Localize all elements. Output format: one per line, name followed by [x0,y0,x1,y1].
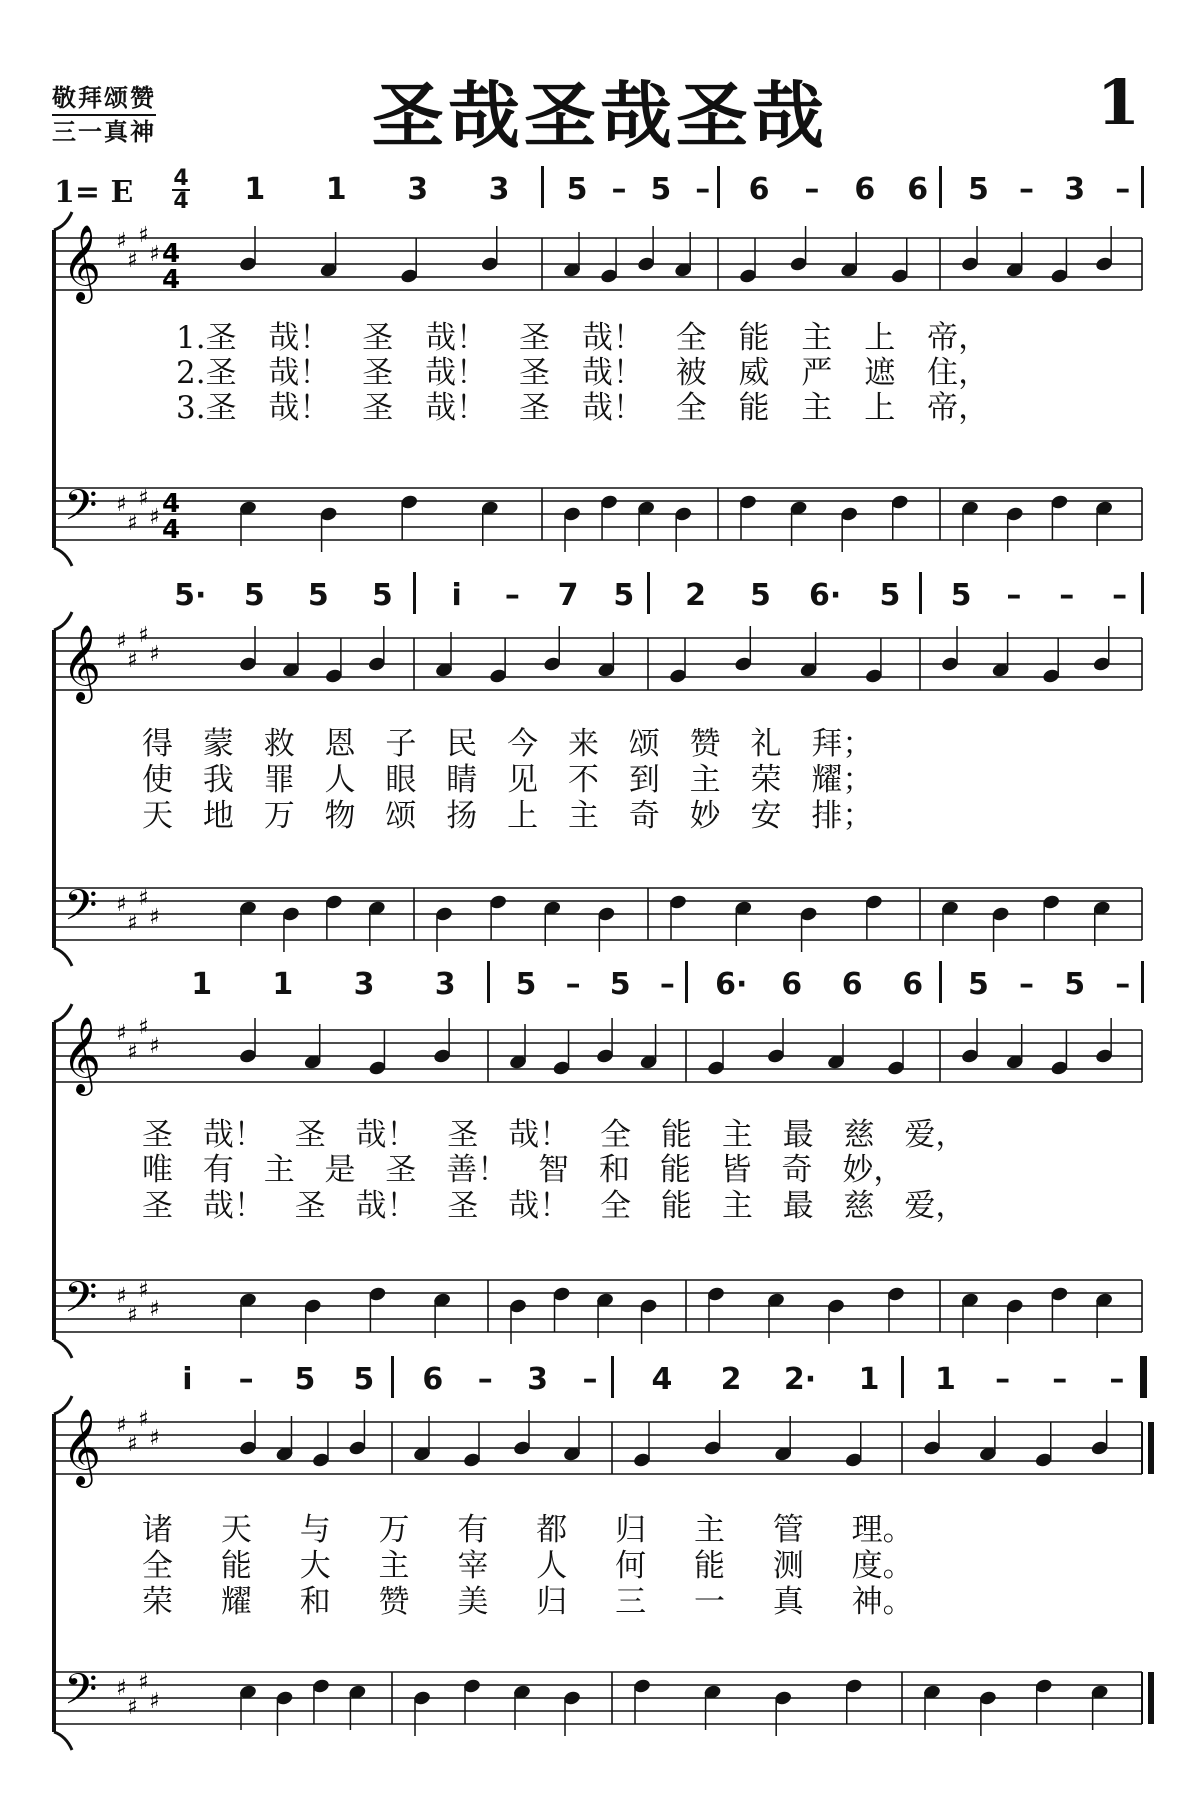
jianpu-note: 6 [841,967,863,1002]
jianpu-note: – [659,967,675,1002]
lyric-line: 诸 天 与 万 有 都 归 主 管 理。 [142,1512,914,1548]
jianpu-barline [611,1356,614,1398]
sharp-icon: ♯ [138,486,149,511]
jianpu-barline [939,166,942,208]
jianpu-note: 5 [1064,967,1086,1002]
jianpu-note: 1 [325,172,347,207]
jianpu-note: 2 [685,578,707,613]
jianpu-note: 5 [307,578,329,613]
jianpu-note: 5 [749,578,771,613]
sharp-icon: ♯ [138,223,149,248]
bass-clef-icon: 𝄢 [64,1665,98,1725]
sharp-icon: ♯ [127,511,138,536]
sharp-icon: ♯ [116,1413,127,1438]
lyric-line: 唯 有 主 是 圣 善！ 智 和 能 皆 奇 妙， [142,1152,905,1188]
jianpu-note: 3 [407,172,429,207]
lyric-line: 2.圣 哉！ 圣 哉！ 圣 哉！ 被 威 严 遮 住， [176,355,990,391]
sharp-icon: ♯ [149,242,160,267]
jianpu-note: – [504,578,520,613]
lyric-line: 得 蒙 救 恩 子 民 今 来 颂 赞 礼 拜； [142,726,874,762]
sharp-icon: ♯ [149,1689,160,1714]
jianpu-note: 5 [243,578,265,613]
jianpu-note: 5 [879,578,901,613]
final-barline [1148,1672,1154,1724]
jianpu-barline [1141,166,1144,208]
treble-clef-icon: 𝄞 [62,1016,102,1093]
jianpu-note: 3 [488,172,510,207]
sharp-icon: ♯ [127,911,138,936]
jianpu-note: 5 [353,1362,375,1397]
jianpu-barline [717,166,720,208]
lyric-line: 荣 耀 和 赞 美 归 三 一 真 神。 [142,1584,914,1620]
sharp-icon: ♯ [138,623,149,648]
jianpu-note: – [1006,578,1022,613]
lyric-line: 1.圣 哉！ 圣 哉！ 圣 哉！ 全 能 主 上 帝， [176,320,990,356]
jianpu-note: 5 [515,967,537,1002]
jianpu-barline [647,572,650,614]
jianpu-barline [1141,572,1144,614]
jianpu-note: 6· [809,578,842,613]
jianpu-note: – [1109,1362,1125,1397]
jianpu-note: – [1019,172,1035,207]
sharp-icon: ♯ [116,1284,127,1309]
final-barline [1148,1422,1154,1474]
jianpu-note: 6 [748,172,770,207]
sharp-icon: ♯ [116,229,127,254]
jianpu-barline [919,572,922,614]
jianpu-note: 2 [720,1362,742,1397]
jianpu-barline [1140,1356,1147,1398]
jianpu-note: – [582,1362,598,1397]
sharp-icon: ♯ [127,648,138,673]
sharp-icon: ♯ [116,1676,127,1701]
jianpu-note: 3 [527,1362,548,1397]
treble-clef-icon: 𝄞 [62,624,102,701]
lyric-line: 圣 哉！ 圣 哉！ 圣 哉！ 全 能 主 最 慈 爱， [142,1117,967,1153]
jianpu-barline [413,572,416,614]
jianpu-note: – [1052,1362,1068,1397]
hymn-number: 1 [1096,66,1140,139]
jianpu-note: 1 [858,1362,880,1397]
bass-clef-icon: 𝄢 [64,881,98,941]
jianpu-note: 4 [651,1362,673,1397]
jianpu-barline [391,1356,394,1398]
jianpu-note: – [1115,967,1131,1002]
sharp-icon: ♯ [116,892,127,917]
bass-clef-icon: 𝄢 [64,1273,98,1333]
lyric-line: 使 我 罪 人 眼 睛 见 不 到 主 荣 耀； [142,762,874,798]
jianpu-note: 6 [854,172,876,207]
sharp-icon: ♯ [127,1303,138,1328]
sharp-icon: ♯ [127,1040,138,1065]
key-signature: 1= E [54,175,134,210]
jianpu-note: 5 [950,578,972,613]
jianpu-note: 1 [934,1362,956,1397]
sharp-icon: ♯ [116,629,127,654]
jianpu-note: – [611,172,627,207]
staff-time-signature: 4 [162,239,181,269]
jianpu-note: 6 [422,1362,444,1397]
jianpu-barline [901,1356,904,1398]
sharp-icon: ♯ [149,642,160,667]
sharp-icon: ♯ [138,1015,149,1040]
jianpu-note: 2· [783,1362,817,1397]
sharp-icon: ♯ [149,1297,160,1322]
lyric-line: 天 地 万 物 颂 扬 上 主 奇 妙 安 排； [142,798,874,834]
jianpu-note: – [1112,578,1128,613]
sharp-icon: ♯ [138,1670,149,1695]
jianpu-note: 5 [613,578,635,613]
jianpu-note: 5· [174,578,207,613]
jianpu-note: 5 [650,172,672,207]
sharp-icon: ♯ [116,492,127,517]
jianpu-note: 5 [371,578,393,613]
sharp-icon: ♯ [116,1021,127,1046]
sharp-icon: ♯ [138,1278,149,1303]
jianpu-note: 6· [715,967,748,1002]
lyric-line: 圣 哉！ 圣 哉！ 圣 哉！ 全 能 主 最 慈 爱， [142,1188,967,1224]
jianpu-note: – [238,1362,254,1397]
sharp-icon: ♯ [127,248,138,273]
jianpu-barline [1141,961,1144,1003]
jianpu-note: – [1059,578,1075,613]
lyric-line: 3.圣 哉！ 圣 哉！ 圣 哉！ 全 能 主 上 帝， [176,390,990,426]
jianpu-note: 5 [968,172,989,207]
sharp-icon: ♯ [149,1426,160,1451]
jianpu-barline [541,166,544,208]
jianpu-note: 1 [244,172,266,207]
jianpu-note: 3 [353,967,375,1002]
jianpu-note: 5 [294,1362,316,1397]
sharp-icon: ♯ [127,1695,138,1720]
treble-clef-icon: 𝄞 [62,1408,102,1485]
staff-time-signature: 4 [162,515,181,545]
subcategory-label: 三一真神 [52,117,156,146]
sharp-icon: ♯ [138,1407,149,1432]
sharp-icon: ♯ [149,1034,160,1059]
jianpu-note: 1 [272,967,294,1002]
jianpu-note: 6 [902,967,924,1002]
jianpu-time-signature: 4 4 [173,166,189,214]
jianpu-note: – [804,172,820,207]
sharp-icon: ♯ [149,905,160,930]
hymn-title: 圣哉圣哉圣哉 [371,73,828,158]
staff-time-signature: 4 [162,489,181,519]
jianpu-note: – [1115,172,1131,207]
jianpu-note: 3 [1064,172,1086,207]
category-label: 敬拜颂赞 [52,78,156,116]
jianpu-note: – [1019,967,1035,1002]
jianpu-note: – [695,172,711,207]
jianpu-note: 7 [557,578,579,613]
jianpu-note: i [451,578,462,613]
sharp-icon: ♯ [149,505,160,530]
jianpu-barline [939,961,942,1003]
jianpu-note: 1 [191,967,213,1002]
lyric-line: 全 能 大 主 宰 人 何 能 测 度。 [142,1548,914,1584]
sharp-icon: ♯ [138,886,149,911]
staff-time-signature: 4 [162,265,181,295]
jianpu-note: – [565,967,581,1002]
jianpu-barline [487,961,490,1003]
jianpu-note: 5 [566,172,588,207]
jianpu-note: – [995,1362,1011,1397]
jianpu-note: 5 [609,967,631,1002]
jianpu-note: 6 [907,172,929,207]
jianpu-note: – [477,1362,493,1397]
sharp-icon: ♯ [127,1432,138,1457]
treble-clef-icon: 𝄞 [62,224,102,301]
bass-clef-icon: 𝄢 [64,481,98,541]
jianpu-note: 6 [781,967,803,1002]
jianpu-barline [685,961,688,1003]
jianpu-note: 5 [968,967,989,1002]
jianpu-note: 3 [434,967,456,1002]
jianpu-note: i [182,1362,193,1397]
